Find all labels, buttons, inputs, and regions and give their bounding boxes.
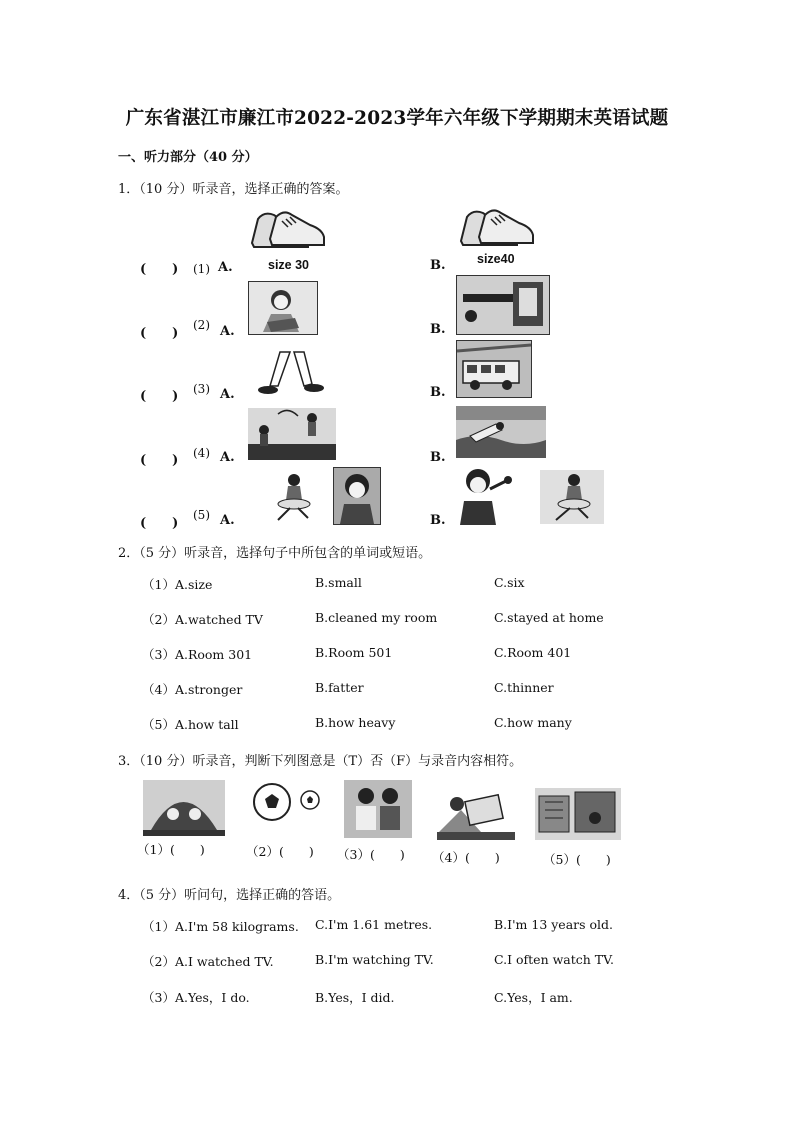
tv-image bbox=[456, 275, 550, 335]
street-scene-image bbox=[535, 788, 621, 840]
answer-paren-2[interactable]: ( ) bbox=[140, 326, 179, 341]
q4-row1-b: C.I'm 1.61 metres. bbox=[315, 917, 433, 932]
girl-reading-image bbox=[248, 281, 318, 335]
q3-item-5[interactable]: （5）( ) bbox=[543, 852, 611, 867]
q4-row3-a: （3）A.Yes，I do. bbox=[142, 990, 250, 1005]
option-a-label: A. bbox=[220, 450, 235, 465]
q2-row4-b: B.fatter bbox=[315, 680, 364, 695]
q2-row5-c: C.how many bbox=[494, 715, 572, 730]
q4-row2-c: C.I often watch TV. bbox=[494, 952, 614, 967]
answer-paren-3[interactable]: ( ) bbox=[140, 389, 179, 404]
answer-paren-4[interactable]: ( ) bbox=[140, 453, 179, 468]
option-a-label: A. bbox=[220, 387, 235, 402]
q2-row3-c: C.Room 401 bbox=[494, 645, 572, 660]
singer-image bbox=[456, 467, 516, 525]
q3-item-4[interactable]: （4）( ) bbox=[432, 850, 500, 865]
q2-row4-c: C.thinner bbox=[494, 680, 554, 695]
walking-legs-image bbox=[256, 350, 326, 396]
bus-image bbox=[456, 340, 532, 398]
shoes-a-image bbox=[248, 205, 326, 255]
dancer-b-image bbox=[540, 470, 604, 524]
q4-row3-b: B.Yes，I did. bbox=[315, 990, 395, 1005]
q2-row2-c: C.stayed at home bbox=[494, 610, 604, 625]
q3-item-1[interactable]: （1）( ) bbox=[137, 842, 205, 857]
basketball-image bbox=[248, 408, 336, 460]
item-number-3: (3) bbox=[193, 382, 210, 396]
option-b-label: B. bbox=[430, 385, 446, 400]
item-number-2: (2) bbox=[193, 318, 210, 332]
question-4-stem: 4．（5 分）听问句，选择正确的答语。 bbox=[118, 888, 341, 903]
q4-row2-b: B.I'm watching TV. bbox=[315, 952, 434, 967]
q3-item-2[interactable]: （2）( ) bbox=[246, 844, 314, 859]
q2-row3-a: （3）A.Room 301 bbox=[142, 647, 253, 662]
q2-row5-a: （5）A.how tall bbox=[142, 717, 239, 732]
footballs-image bbox=[252, 782, 324, 832]
q4-row1-c: B.I'm 13 years old. bbox=[494, 917, 614, 932]
q4-row1-a: （1）A.I'm 58 kilograms. bbox=[142, 919, 299, 934]
q4-row2-a: （2）A.I watched TV. bbox=[142, 954, 274, 969]
children-image bbox=[344, 780, 412, 838]
option-a-label: A. bbox=[218, 260, 233, 275]
option-a-label: A. bbox=[220, 324, 235, 339]
q2-row1-a: （1）A.size bbox=[142, 577, 213, 592]
shoes-b-caption: size40 bbox=[477, 252, 515, 266]
q2-row3-b: B.Room 501 bbox=[315, 645, 393, 660]
q2-row5-b: B.how heavy bbox=[315, 715, 396, 730]
boy-image bbox=[333, 467, 381, 525]
q2-row4-a: （4）A.stronger bbox=[142, 682, 243, 697]
swimming-image bbox=[456, 406, 546, 458]
item-number-4: (4) bbox=[193, 446, 210, 460]
tent-image bbox=[143, 780, 225, 836]
q3-item-3[interactable]: （3）( ) bbox=[337, 847, 405, 862]
q4-row3-c: C.Yes，I am. bbox=[494, 990, 573, 1005]
answer-paren-5[interactable]: ( ) bbox=[140, 516, 179, 531]
answer-paren-1[interactable]: ( ) bbox=[140, 262, 179, 277]
question-3-stem: 3．（10 分）听录音，判断下列图意是（T）否（F）与录音内容相符。 bbox=[118, 754, 523, 769]
option-a-label: A. bbox=[220, 513, 235, 528]
question-1-stem: 1．（10 分）听录音，选择正确的答案。 bbox=[118, 182, 349, 197]
option-b-label: B. bbox=[430, 322, 446, 337]
page-title: 广东省湛江市廉江市2022-2023学年六年级下学期期末英语试题 bbox=[125, 108, 669, 129]
question-2-stem: 2．（5 分）听录音，选择句子中所包含的单词或短语。 bbox=[118, 546, 432, 561]
option-b-label: B. bbox=[430, 513, 446, 528]
dancer-image bbox=[268, 470, 318, 524]
q2-row1-c: C.six bbox=[494, 575, 525, 590]
shoes-b-image bbox=[457, 203, 535, 253]
drawing-image bbox=[437, 792, 515, 840]
q2-row1-b: B.small bbox=[315, 575, 362, 590]
q2-row2-b: B.cleaned my room bbox=[315, 610, 438, 625]
option-b-label: B. bbox=[430, 258, 446, 273]
option-b-label: B. bbox=[430, 450, 446, 465]
section-heading: 一、听力部分（40 分） bbox=[118, 150, 258, 165]
shoes-a-caption: size 30 bbox=[268, 258, 310, 272]
q2-row2-a: （2）A.watched TV bbox=[142, 612, 263, 627]
item-number-1: (1) bbox=[193, 262, 210, 276]
item-number-5: (5) bbox=[193, 508, 210, 522]
